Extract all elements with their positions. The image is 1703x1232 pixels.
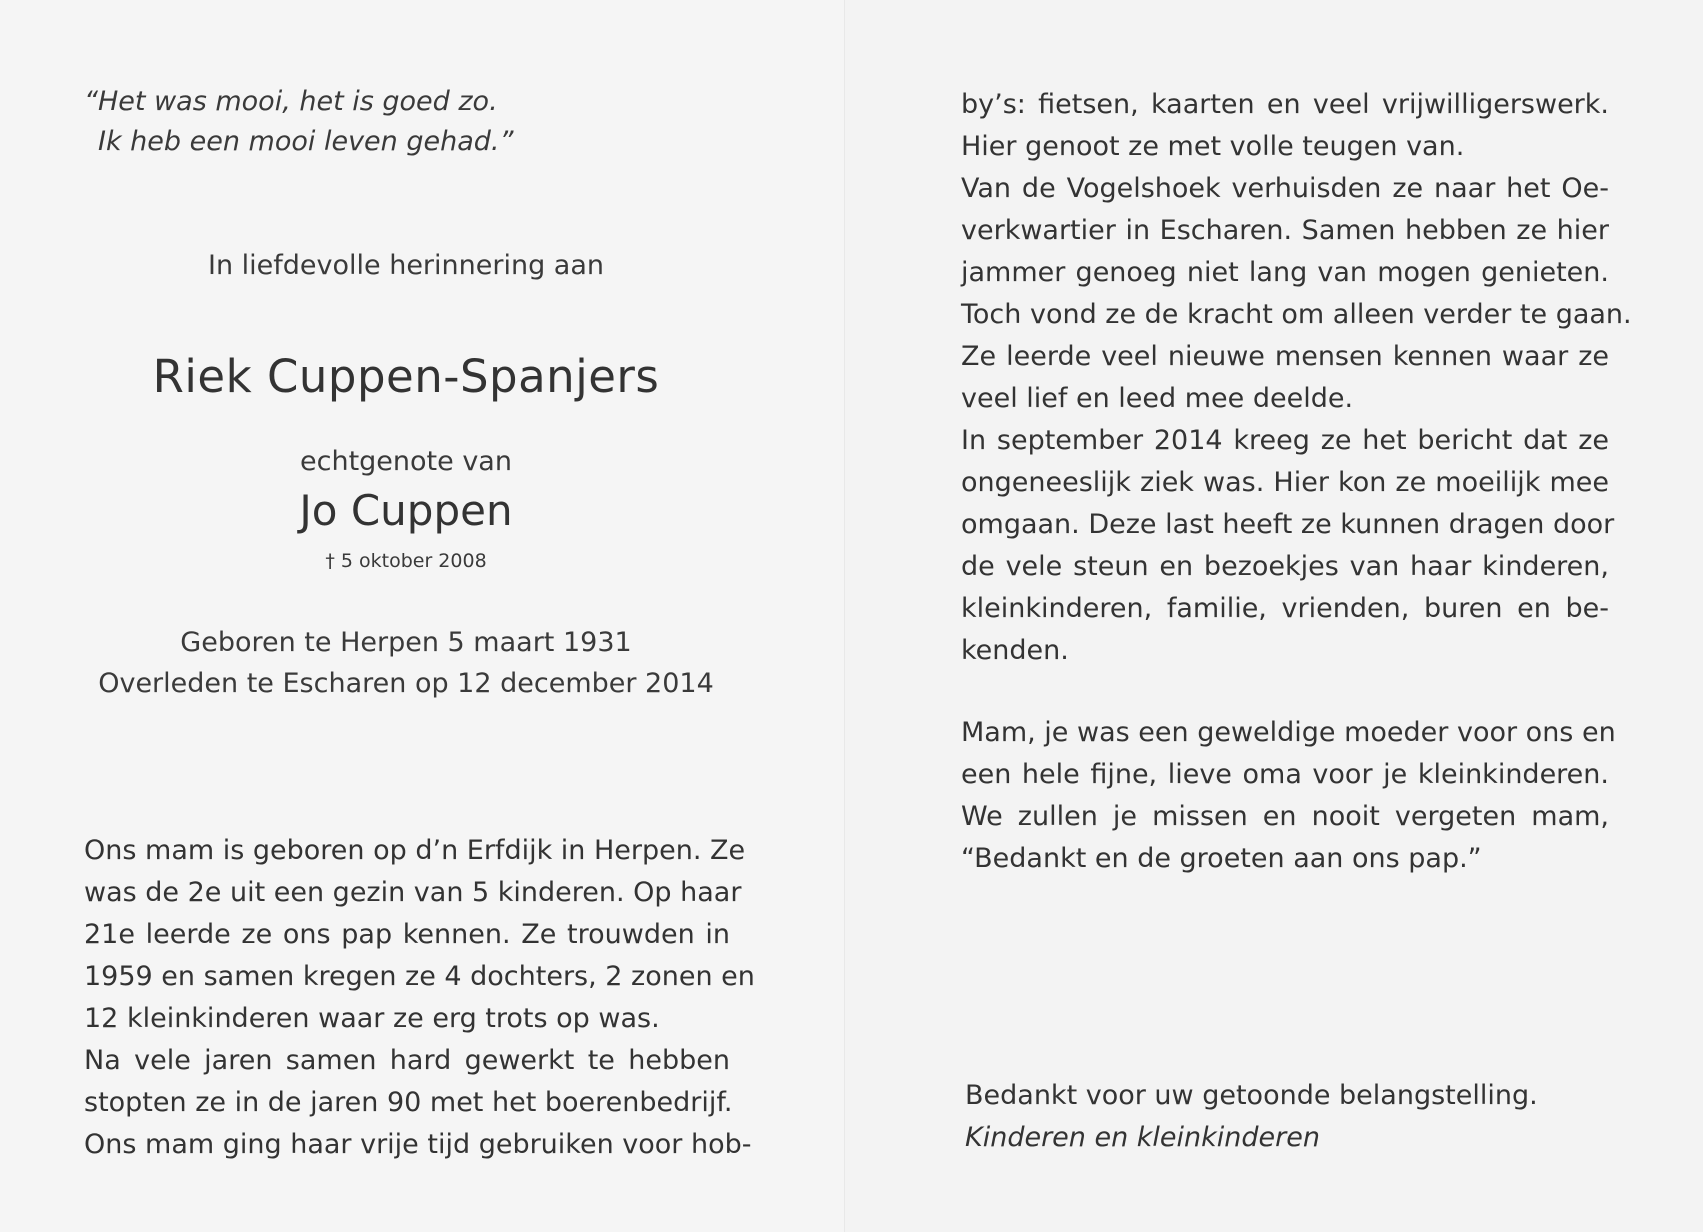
biography-left — [84, 830, 755, 1166]
text-line: We zullen je missen en nooit vergeten mam, — [961, 801, 1609, 832]
text-line: de vele steun en bezoekjes van haar kinderen, — [961, 551, 1609, 582]
memory-intro: In liefdevolle herinnering aan — [207, 250, 605, 281]
birth-line: Geboren te Herpen 5 maart 1931 — [180, 627, 632, 658]
text-line: Hier genoot ze met volle teugen van. — [961, 131, 1465, 162]
text-line: by’s: fietsen, kaarten en veel vrijwilligerswerk. — [961, 89, 1609, 120]
text-line: “Bedankt en de groeten aan ons pap.” — [961, 843, 1482, 874]
text-line: ongeneeslijk ziek was. Hier kon ze moeilijk mee — [961, 467, 1609, 498]
signature: Kinderen en kleinkinderen — [965, 1122, 1320, 1153]
text-line: Van de Vogelshoek verhuisden ze naar het Oe- — [961, 173, 1609, 204]
text-line: 21e leerde ze ons pap kennen. Ze trouwden in — [84, 919, 730, 950]
spouse-death-date: † 5 oktober 2008 — [325, 550, 487, 572]
biography-right — [961, 84, 1632, 672]
spouse-label: echtgenote van — [300, 446, 512, 477]
text-line: 1959 en samen kregen ze 4 dochters, 2 zonen en — [84, 961, 755, 992]
text-line: omgaan. Deze last heeft ze kunnen dragen door — [961, 509, 1615, 540]
text-line: veel lief en leed mee deelde. — [961, 383, 1354, 414]
text-line: stopten ze in de jaren 90 met het boerenbedrijf. — [84, 1087, 733, 1118]
thanks-line: Bedankt voor uw getoonde belangstelling. — [965, 1080, 1538, 1111]
text-line: Toch vond ze de kracht om alleen verder te gaan. — [961, 299, 1632, 330]
text-line: Na vele jaren samen hard gewerkt te hebben — [84, 1045, 730, 1076]
text-line: kleinkinderen, familie, vrienden, buren en be- — [961, 593, 1609, 624]
deceased-name: Riek Cuppen-Spanjers — [152, 350, 660, 403]
text-line: Mam, je was een geweldige moeder voor ons en — [961, 717, 1616, 748]
text-line: was de 2e uit een gezin van 5 kinderen. Op haar — [84, 877, 742, 908]
closing-message — [961, 712, 1616, 880]
spouse-name: Jo Cuppen — [299, 486, 513, 535]
quote-line-1: “Het was mooi, het is goed zo. — [84, 86, 498, 117]
opening-quote — [84, 82, 513, 162]
quote-line-2: Ik heb een mooi leven gehad.” — [98, 126, 514, 157]
text-line: Ons mam ging haar vrije tijd gebruiken voor hob- — [84, 1129, 752, 1160]
text-line: Ons mam is geboren op d’n Erfdijk in Herpen. Ze — [84, 835, 746, 866]
text-line: jammer genoeg niet lang van mogen genieten. — [961, 257, 1609, 288]
left-page — [0, 0, 845, 1232]
text-line: Ze leerde veel nieuwe mensen kennen waar ze — [961, 341, 1609, 372]
text-line: 12 kleinkinderen waar ze erg trots op was. — [84, 1003, 660, 1034]
text-line: verkwartier in Escharen. Samen hebben ze hier — [961, 215, 1609, 246]
text-line: In september 2014 kreeg ze het bericht dat ze — [961, 425, 1609, 456]
text-line: kenden. — [961, 635, 1069, 666]
text-line: een hele fijne, lieve oma voor je kleinkinderen. — [961, 759, 1609, 790]
death-line: Overleden te Escharen op 12 december 2014 — [98, 668, 714, 699]
